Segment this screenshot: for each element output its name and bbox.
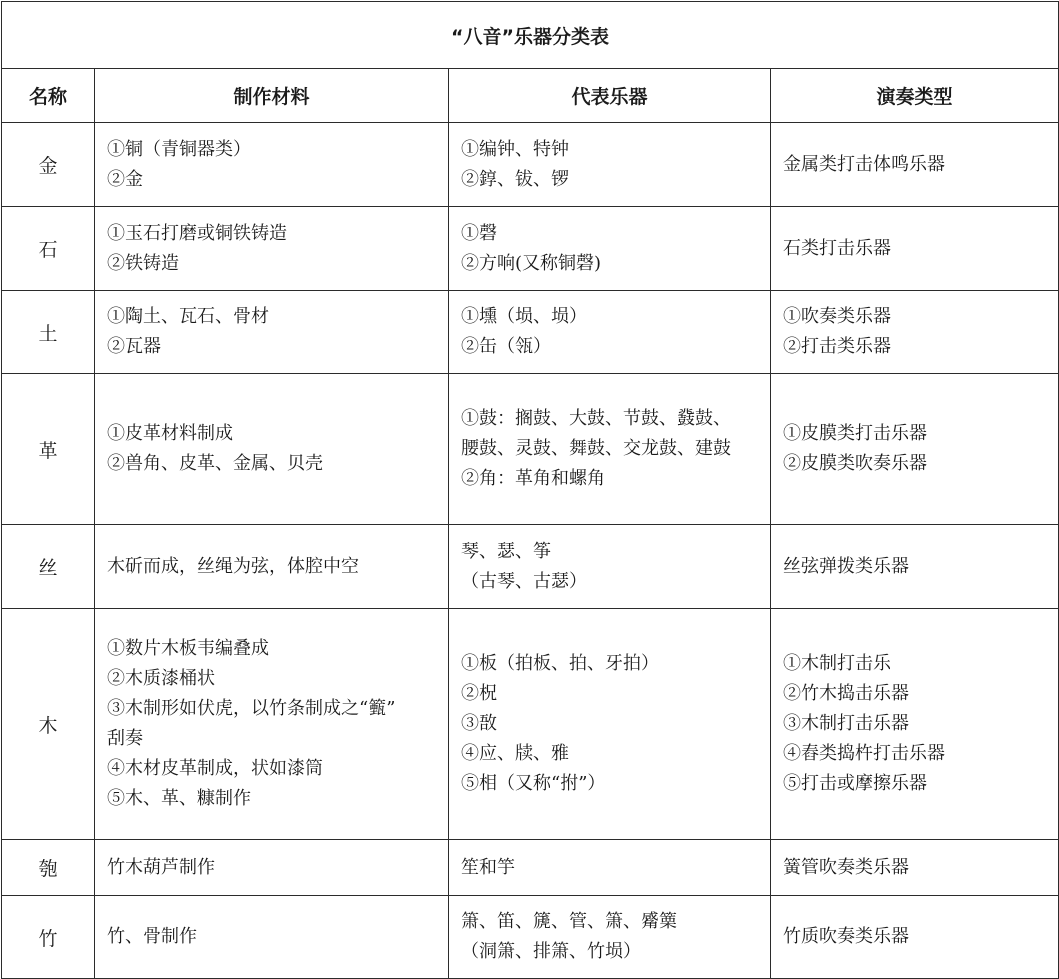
table-row: [2, 207, 1059, 291]
table-row: [2, 525, 1059, 609]
type-line: 竹质吹奏类乐器: [783, 926, 909, 947]
header-type: 演奏类型: [771, 69, 1059, 123]
type-cell: [771, 374, 1059, 525]
material-cell: [95, 896, 449, 979]
material-line: 竹、骨制作: [107, 926, 197, 947]
type-cell: [771, 525, 1059, 609]
instruments-cell: [449, 123, 771, 207]
instruments-cell: [449, 896, 771, 979]
instruments-cell: [449, 374, 771, 525]
instruments-cell: [449, 525, 771, 609]
type-line: ①木制打击乐: [783, 653, 891, 674]
type-cell: [771, 840, 1059, 896]
material-line: ②瓦器: [107, 336, 161, 357]
instrument-line: ①磬: [461, 222, 497, 244]
material-cell: [95, 207, 449, 291]
type-line: 石类打击乐器: [783, 237, 891, 259]
row-name: 丝: [2, 525, 95, 609]
instruments-cell: [449, 291, 771, 374]
material-line: ③木制形如伏虎，以竹条制成之“籈”: [107, 698, 396, 719]
instrument-line: ①鼓：搁鼓、大鼓、节鼓、鼗鼓、: [461, 408, 731, 429]
type-cell: [771, 207, 1059, 291]
instrument-line: 琴、瑟、筝: [461, 540, 551, 562]
material-line: ②木质漆桶状: [107, 668, 215, 689]
row-name: 竹: [2, 896, 95, 979]
instrument-line: ④应、牍、雅: [461, 743, 569, 764]
header-name: 名称: [2, 69, 95, 123]
instruments-cell: [449, 840, 771, 896]
material-cell: [95, 525, 449, 609]
type-line: 金属类打击体鸣乐器: [783, 153, 945, 175]
type-cell: [771, 896, 1059, 979]
material-line: 刮奏: [107, 728, 143, 749]
material-cell: [95, 123, 449, 207]
instrument-line: 笙和竽: [461, 856, 515, 878]
row-name: 木: [2, 609, 95, 840]
material-line: ①玉石打磨或铜铁铸造: [107, 222, 287, 244]
type-line: 簧管吹奏类乐器: [783, 856, 909, 878]
type-line: ②竹木捣击乐器: [783, 683, 909, 704]
instrument-line: ②缶（瓴）: [461, 336, 551, 357]
row-name: 革: [2, 374, 95, 525]
row-name: 匏: [2, 840, 95, 896]
type-cell: [771, 609, 1059, 840]
type-line: ③木制打击乐器: [783, 713, 909, 734]
type-line: 丝弦弹拨类乐器: [783, 555, 909, 577]
row-name: 土: [2, 291, 95, 374]
material-line: ⑤木、革、糠制作: [107, 788, 251, 809]
type-line: ④舂类捣杵打击乐器: [783, 743, 945, 764]
instrument-line: ②錞、钹、锣: [461, 168, 569, 190]
material-cell: [95, 609, 449, 840]
material-line: ②兽角、皮革、金属、贝壳: [107, 453, 323, 474]
instruments-cell: [449, 207, 771, 291]
header-material: 制作材料: [95, 69, 449, 123]
material-line: ①铜（青铜器类）: [107, 138, 251, 160]
row-name: 石: [2, 207, 95, 291]
material-line: ②铁铸造: [107, 252, 179, 274]
header-instruments: 代表乐器: [449, 69, 771, 123]
type-line: ⑤打击或摩擦乐器: [783, 773, 927, 794]
material-line: ②金: [107, 168, 143, 190]
table-row: [2, 896, 1059, 979]
type-cell: [771, 291, 1059, 374]
instrument-line: ①编钟、特钟: [461, 138, 569, 160]
material-line: ①数片木板韦编叠成: [107, 638, 269, 659]
instrument-line: ③敔: [461, 713, 497, 734]
instrument-line: ②柷: [461, 683, 497, 704]
instrument-line: ②角：革角和螺角: [461, 468, 605, 489]
material-cell: [95, 374, 449, 525]
table-title: “八音”乐器分类表: [2, 2, 1059, 69]
instrument-line: ①壎（埙、埙）: [461, 306, 587, 327]
row-name: 金: [2, 123, 95, 207]
material-cell: [95, 291, 449, 374]
instrument-line: ①板（拍板、拍、牙拍）: [461, 653, 659, 674]
type-cell: [771, 123, 1059, 207]
type-line: ②打击类乐器: [783, 336, 891, 357]
instrument-line: 腰鼓、灵鼓、舞鼓、交龙鼓、建鼓: [461, 438, 731, 459]
instruments-cell: [449, 609, 771, 840]
instrument-line: ⑤相（又称“拊”）: [461, 773, 606, 794]
table-row: [2, 840, 1059, 896]
table-row: [2, 374, 1059, 525]
instrument-line: （古琴、古瑟）: [461, 570, 587, 592]
type-line: ②皮膜类吹奏乐器: [783, 453, 927, 474]
material-line: 木斫而成，丝绳为弦，体腔中空: [107, 555, 359, 577]
type-line: ①皮膜类打击乐器: [783, 423, 927, 444]
material-line: ④木材皮革制成，状如漆筒: [107, 758, 323, 779]
instrument-line: ②方响(又称铜磬): [461, 252, 602, 274]
material-line: 竹木葫芦制作: [107, 856, 215, 878]
type-line: ①吹奏类乐器: [783, 306, 891, 327]
material-line: ①皮革材料制成: [107, 423, 233, 444]
classification-table: [1, 1, 1059, 979]
table-row: [2, 123, 1059, 207]
table-row: [2, 609, 1059, 840]
material-line: ①陶土、瓦石、骨材: [107, 306, 269, 327]
instrument-line: 箫、笛、篪、管、箫、觱篥: [461, 911, 677, 932]
instrument-line: （洞箫、排箫、竹埙）: [461, 941, 641, 962]
table-row: [2, 291, 1059, 374]
material-cell: [95, 840, 449, 896]
